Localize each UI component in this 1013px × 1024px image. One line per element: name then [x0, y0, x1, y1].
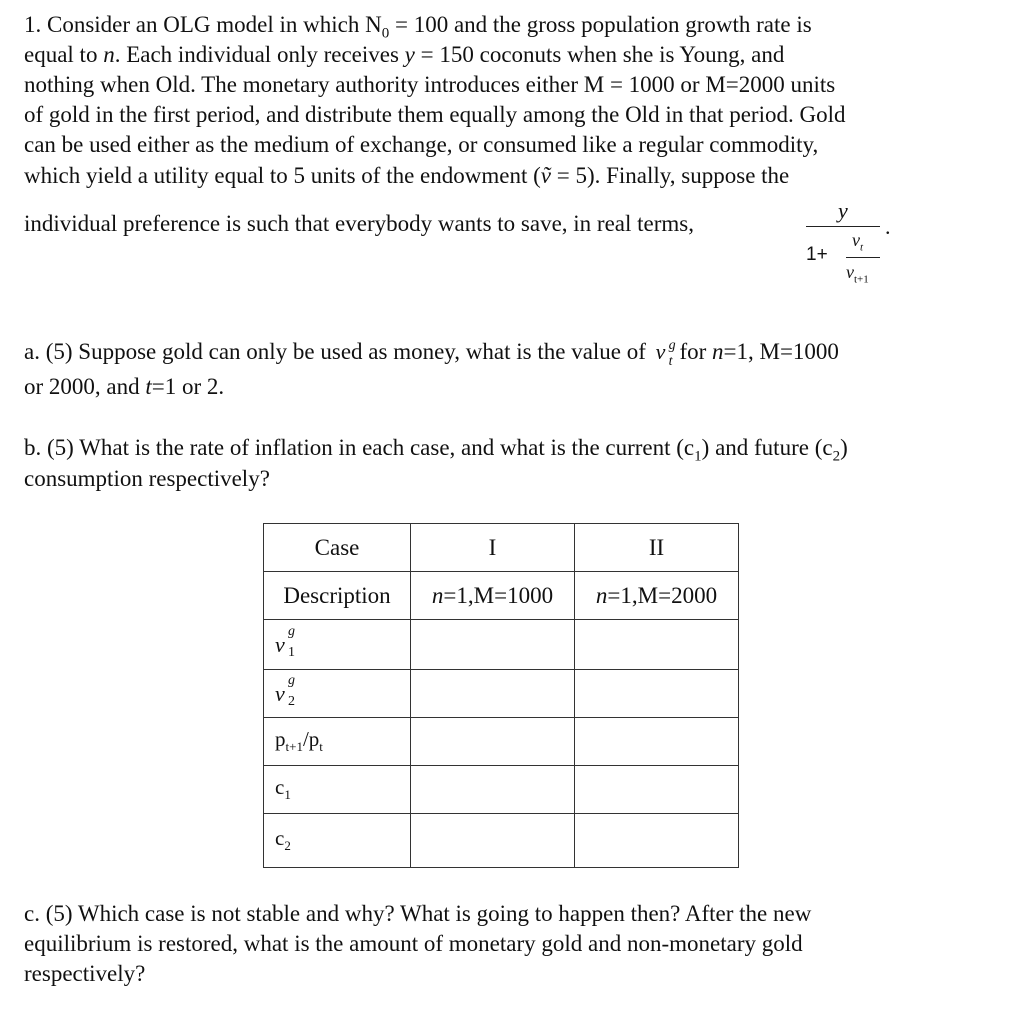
- question-line-3: nothing when Old. The monetary authority introduces either M = 1000 or M=2000 units: [24, 72, 836, 97]
- description-case-i: n=1,M=1000: [411, 572, 575, 620]
- question-line-5: can be used either as the medium of exchange, or consumed like a regular commodity,: [24, 132, 819, 157]
- row-label-c2: $c_2$: [264, 814, 411, 868]
- table-row: [264, 718, 739, 766]
- fraction-vt: $v_t$: [852, 230, 864, 254]
- row-label-inflation: $p_{t+1}/p_t$: [264, 718, 411, 766]
- row-label-c1: $c_1$: [264, 766, 411, 814]
- cell-c1-case-ii[interactable]: [575, 766, 739, 814]
- cell-v1-case-i[interactable]: [411, 620, 575, 670]
- part-c-line-3: respectively?: [24, 961, 146, 986]
- part-c-line-1: c. (5) Which case is not stable and why? What is going to happen then? After the new: [24, 901, 812, 926]
- fraction-bar: [806, 226, 880, 227]
- fraction-vt1: $v_{t+1}$: [846, 262, 869, 286]
- table-row: [264, 524, 739, 572]
- question-line-2: equal to n. Each individual only receives y = 150 coconuts when she is Young, and: [24, 42, 785, 67]
- part-a-line-2: or 2000, and t=1 or 2.: [24, 374, 225, 399]
- case-header: Case: [264, 524, 411, 572]
- cell-v2-case-i[interactable]: [411, 670, 575, 718]
- question-line-4: of gold in the first period, and distribute them equally among the Old in that period. Gold: [24, 102, 846, 127]
- part-b-line-2: consumption respectively?: [24, 466, 270, 491]
- question-line-1: 1. Consider an OLG model in which $N_0 = 100$ and the gross population growth rate is: [24, 12, 812, 42]
- part-c-line-2: equilibrium is restored, what is the amount of monetary gold and non-monetary gold: [24, 931, 803, 956]
- fraction-period: .: [885, 214, 891, 239]
- table-row: [264, 620, 739, 670]
- description-header: Description: [264, 572, 411, 620]
- case-i-header: I: [411, 524, 575, 572]
- cell-c2-case-i[interactable]: [411, 814, 575, 868]
- cell-v1-case-ii[interactable]: [575, 620, 739, 670]
- inner-fraction-bar: [846, 257, 880, 258]
- cell-inflation-case-ii[interactable]: [575, 718, 739, 766]
- table-row: [264, 766, 739, 814]
- answer-table: [263, 523, 739, 868]
- cell-inflation-case-i[interactable]: [411, 718, 575, 766]
- cell-c2-case-ii[interactable]: [575, 814, 739, 868]
- fraction-numerator: y: [838, 198, 848, 223]
- cell-c1-case-i[interactable]: [411, 766, 575, 814]
- question-line-6: which yield a utility equal to 5 units of the endowment (ṽ = 5). Finally, suppose the: [24, 163, 790, 188]
- row-label-v2: v g 2: [264, 670, 411, 718]
- row-label-v1: v g 1: [264, 620, 411, 670]
- cell-v2-case-ii[interactable]: [575, 670, 739, 718]
- description-case-ii: n=1,M=2000: [575, 572, 739, 620]
- case-ii-header: II: [575, 524, 739, 572]
- table-row: [264, 572, 739, 620]
- fraction-one-plus: 1+: [806, 244, 828, 265]
- table-row: [264, 814, 739, 868]
- table-row: [264, 670, 739, 718]
- part-b-line-1: b. (5) What is the rate of inflation in each case, and what is the current $(c_1)$ and future $(c_2)$: [24, 435, 848, 465]
- part-a-line-1: a. (5) Suppose gold can only be used as money, what is the value of v g t for n=1, M=1000: [24, 338, 839, 369]
- question-line-7: individual preference is such that everybody wants to save, in real terms,: [24, 211, 694, 236]
